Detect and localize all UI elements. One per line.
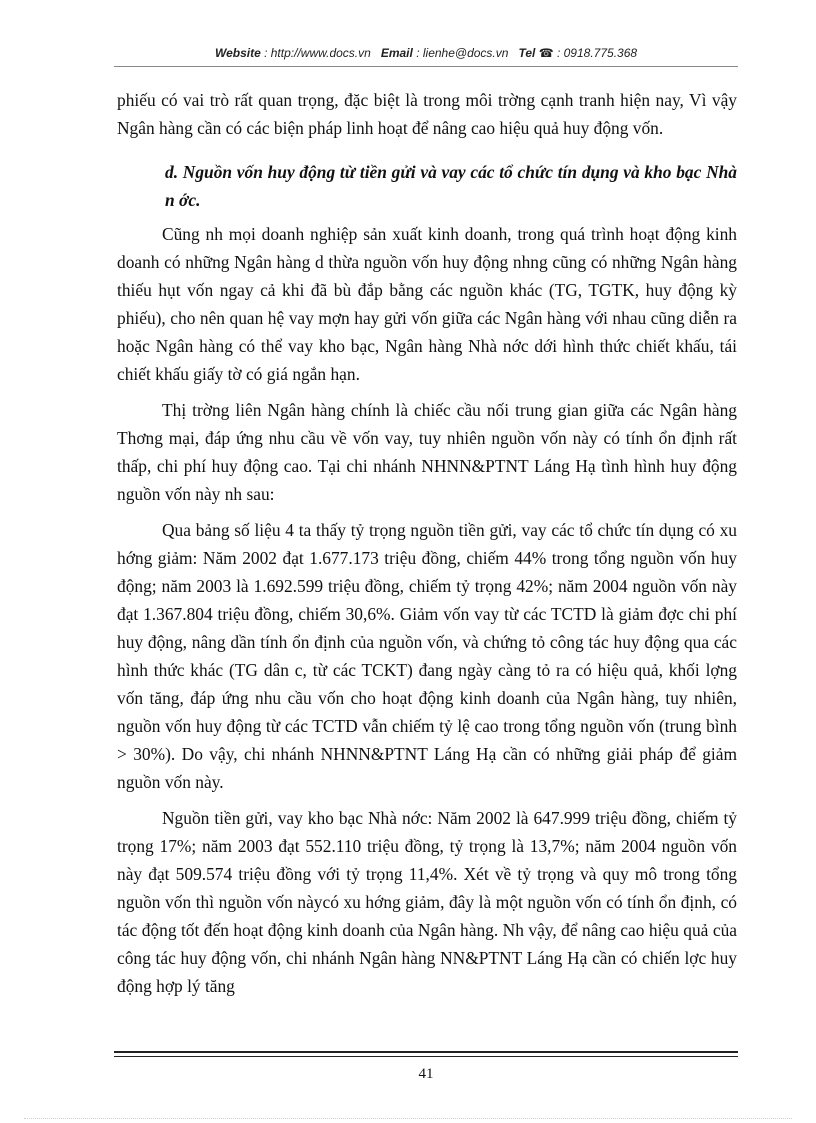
footer-divider-thin: [114, 1056, 738, 1057]
page-bottom-border: [24, 1118, 792, 1119]
page-header: [114, 46, 738, 60]
paragraph-intro: Cũng nh mọi doanh nghiệp sản xuất kinh doanh, trong quá trình hoạt động kinh doanh có những Ngân hàng d thừa nguồn vốn huy động nhng cũng có những Ngân hàng thiếu hụt vốn ngay cả khi đã bù đắp bằng các nguồn khác (TG, TGTK, huy động kỳ phiếu), cho nên quan hệ vay mợn hay gửi vốn giữa các Ngân hàng với nhau cũng diễn ra hoặc Ngân hàng có thể vay kho bạc, Ngân hàng Nhà nớc dới hình thức chiết khấu, tái chiết khấu giấy tờ có giá ngắn hạn.: [117, 224, 737, 384]
website-label: Website: [214, 46, 261, 60]
tel-label: Tel: [518, 46, 536, 60]
document-body: [117, 86, 737, 1008]
website-value: : http://www.docs.vn: [264, 46, 371, 60]
tel-value: ☎ : 0918.775.368: [538, 46, 638, 60]
footer-divider-thick: [114, 1051, 738, 1053]
paragraph-interbank-market: Thị trờng liên Ngân hàng chính là chiếc cầu nối trung gian giữa các Ngân hàng Thơng mại, đáp ứng nhu cầu về vốn vay, tuy nhiên nguồn vốn này có tính ổn định rất thấp, chi phí huy động cao. Tại chi nhánh NHNN&PTNT Láng Hạ tình hình huy động nguồn vốn này nh sau:: [117, 400, 737, 504]
email-value: : lienhe@docs.vn: [416, 46, 509, 60]
section-heading-d: d. Nguồn vốn huy động từ tiền gửi và vay các tổ chức tín dụng và kho bạc Nhà n ớc.: [165, 162, 737, 210]
paragraph-treasury-deposits: Nguồn tiền gửi, vay kho bạc Nhà nớc: Năm 2002 là 647.999 triệu đồng, chiếm tỷ trọng 17%; năm 2003 đạt 552.110 triệu đồng, tỷ trọng là 13,7%; năm 2004 nguồn vốn này đạt 509.574 triệu đồng với tỷ trọng 11,4%. Xét về tỷ trọng và quy mô trong tổng nguồn vốn thì nguồn vốn nàycó xu hớng giảm, đây là một nguồn vốn có tính ổn định, có tác động tốt đến hoạt động kinh doanh của Ngân hàng. Nh vậy, để nâng cao hiệu quả của công tác huy động vốn, chi nhánh Ngân hàng NN&PTNT Láng Hạ cần có chiến lợc huy động hợp lý tăng: [117, 808, 737, 996]
paragraph-continuation: phiếu có vai trò rất quan trọng, đặc biệt là trong môi trờng cạnh tranh hiện nay, Vì vậy Ngân hàng cần có các biện pháp linh hoạt để nâng cao hiệu quả huy động vốn.: [117, 90, 737, 138]
page-number: 41: [418, 1066, 434, 1082]
paragraph-table-analysis: Qua bảng số liệu 4 ta thấy tỷ trọng nguồn tiền gửi, vay các tổ chức tín dụng có xu hớng giảm: Năm 2002 đạt 1.677.173 triệu đồng, chiếm 44% trong tổng nguồn vốn huy động; năm 2003 là 1.692.599 triệu đồng, chiếm tỷ trọng 42%; năm 2004 nguồn vốn này đạt 1.367.804 triệu đồng, chiếm 30,6%. Giảm vốn vay từ các TCTD là giảm đợc chi phí huy động, nâng dần tính ổn định của nguồn vốn, và chứng tỏ công tác huy động qua các hình thức khác (TG dân c, từ các TCKT) đang ngày càng tỏ ra có hiệu quả, khối lợng vốn tăng, đáp ứng nhu cầu vốn cho hoạt động kinh doanh của Ngân hàng, tuy nhiên, nguồn vốn huy động từ các TCTD vẫn chiếm tỷ lệ cao trong tổng nguồn vốn (trung bình > 30%). Do vậy, chi nhánh NHNN&PTNT Láng Hạ cần có những giải pháp để giảm nguồn vốn này.: [117, 520, 737, 792]
email-label: Email: [380, 46, 413, 60]
header-divider: [114, 66, 738, 67]
